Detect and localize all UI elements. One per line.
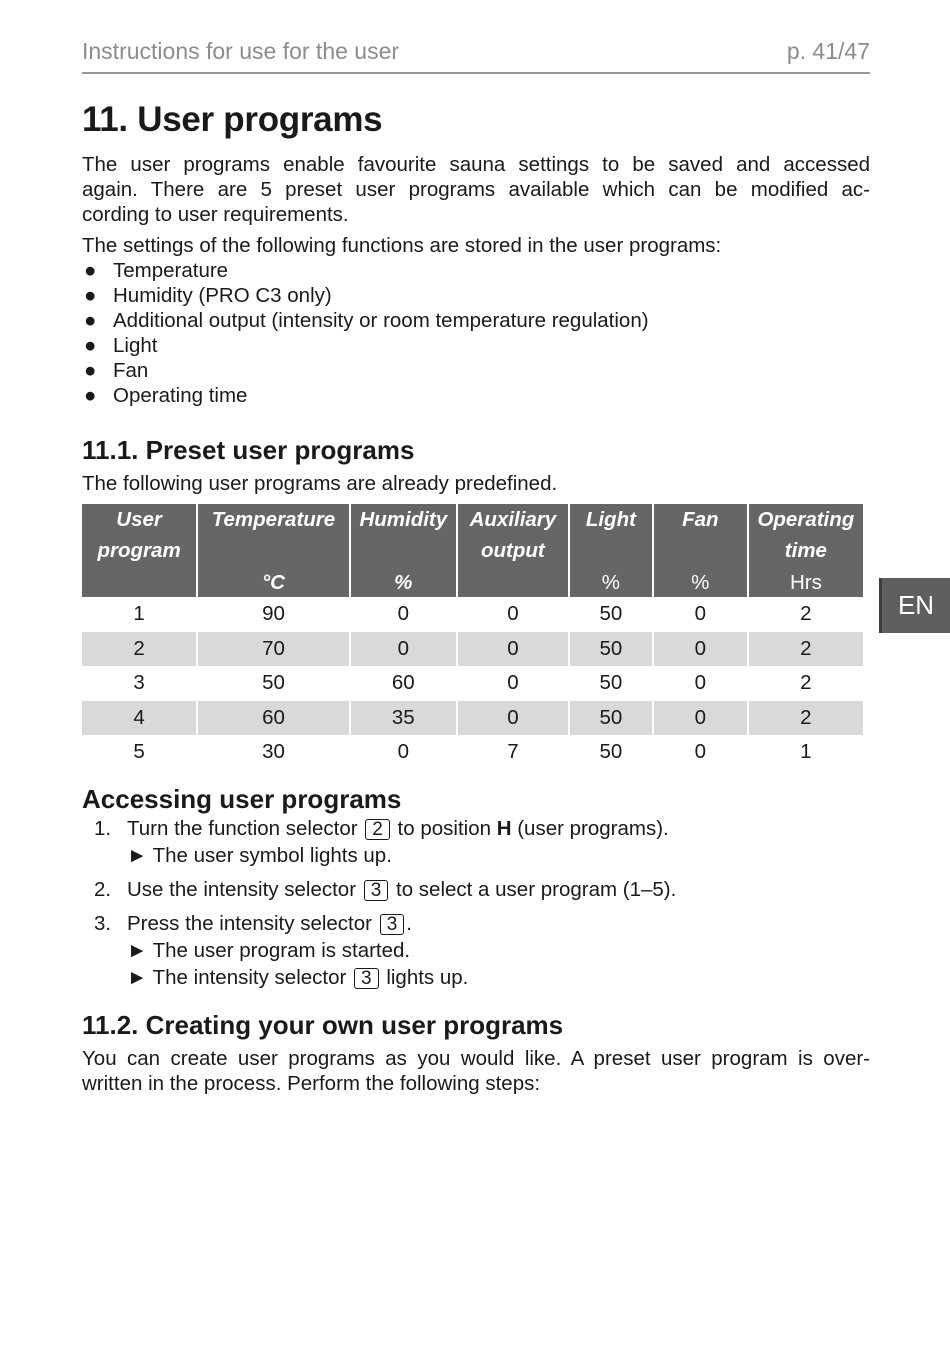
col-humidity: Humidity %	[351, 504, 456, 597]
table-cell: 0	[654, 632, 747, 667]
table-cell: 1	[133, 602, 145, 626]
accessing-steps: 1. Turn the function selector 2 to position H (user programs). ► The user symbol lights up. 2. Use the intensity selector 3 to select a user program (1–5). 3. Press the intensity selector 3 . ► The user program is started. ► The intensity selector 3 lights up.	[94, 817, 677, 989]
step-number: 1.	[94, 817, 112, 840]
bullet-icon: ●	[84, 384, 97, 407]
page-number: p. 41/47	[786, 38, 870, 64]
col-auxiliary-output: Auxiliary output	[458, 504, 568, 597]
table-header-row	[82, 504, 863, 597]
creating-paragraph	[82, 1046, 870, 1096]
table-cell: 0	[507, 671, 519, 695]
col-fan: Fan %	[654, 504, 747, 597]
selector-2-box: 2	[365, 819, 390, 840]
table-cell: 90	[262, 602, 285, 626]
list-item: ● Additional output (intensity or room temperature regulation)	[84, 309, 649, 332]
arrow-icon: ►	[127, 844, 148, 867]
intro-paragraph	[82, 152, 870, 227]
header-title: Instructions for use for the user	[82, 38, 400, 64]
page-header	[82, 38, 870, 74]
accessing-title: Accessing user programs	[82, 784, 402, 814]
table-row	[82, 666, 863, 701]
section-title: 11. User programs	[82, 100, 383, 139]
bullet-icon: ●	[84, 334, 97, 357]
table-cell: 50	[570, 701, 652, 736]
list-item: ● Operating time	[84, 384, 248, 407]
table-cell: 50	[570, 632, 652, 667]
table-cell: 0	[458, 701, 568, 736]
table-cell: 2	[800, 671, 812, 695]
table-cell: 7	[507, 740, 519, 764]
arrow-icon: ►	[127, 966, 148, 989]
stored-settings-text: The settings of the following functions are stored in the user programs:	[82, 234, 722, 257]
table-cell: 50	[599, 602, 623, 626]
preset-intro: The following user programs are already predefined.	[82, 472, 558, 495]
col-light: Light %	[570, 504, 652, 597]
table-cell: 30	[262, 740, 285, 764]
table-cell: 0	[654, 701, 747, 736]
table-row	[82, 632, 863, 667]
table-cell: 0	[458, 632, 568, 667]
bullet-icon: ●	[84, 259, 97, 282]
creating-title: 11.2. Creating your own user programs	[82, 1010, 564, 1040]
intro-line: again. There are 5 preset user programs available which can be modified ac-	[82, 178, 870, 201]
table-cell: 0	[694, 602, 706, 626]
creating-line: You can create user programs as you would like. A preset user program is over-	[82, 1047, 870, 1070]
creating-line: written in the process. Perform the following steps:	[82, 1072, 541, 1095]
col-temperature: Temperature °C	[198, 504, 349, 597]
table-cell: 0	[507, 602, 519, 626]
list-item: ● Temperature	[84, 259, 229, 282]
table-row	[82, 597, 863, 632]
table-cell: 0	[397, 740, 409, 764]
table-cell: 50	[599, 740, 623, 764]
intro-line: cording to user requirements.	[82, 203, 349, 226]
table-cell: 3	[133, 671, 145, 695]
table-cell: 0	[694, 671, 706, 695]
intro-line: The user programs enable favourite sauna settings to be saved and accessed	[82, 153, 870, 176]
table-cell: 2	[800, 602, 812, 626]
step-number: 2.	[94, 878, 112, 901]
table-cell: 35	[351, 701, 456, 736]
table-cell: 5	[133, 740, 145, 764]
selector-3-box: 3	[380, 914, 405, 935]
table-cell: 50	[262, 671, 285, 695]
stored-settings-list	[82, 258, 649, 408]
table-cell: 70	[198, 632, 349, 667]
selector-3-box: 3	[364, 880, 389, 901]
table-cell: 2	[82, 632, 196, 667]
table-cell: 60	[391, 671, 415, 695]
preset-title: 11.1. Preset user programs	[82, 435, 415, 465]
col-operating-time: Operating time Hrs	[749, 504, 863, 597]
bullet-icon: ●	[84, 309, 97, 332]
table-cell: 0	[351, 632, 456, 667]
language-tab: EN	[879, 578, 950, 633]
bullet-icon: ●	[84, 359, 97, 382]
table-cell: 0	[694, 740, 706, 764]
arrow-icon: ►	[127, 939, 148, 962]
table-cell: 4	[82, 701, 196, 736]
table-cell: 1	[800, 740, 812, 764]
list-item: ● Humidity (PRO C3 only)	[84, 284, 332, 307]
list-item: ● Fan	[84, 359, 149, 382]
selector-3-box: 3	[354, 968, 379, 989]
table-cell: 2	[749, 701, 863, 736]
table-cell: 50	[599, 671, 623, 695]
table-row	[82, 701, 863, 736]
table-row	[82, 735, 863, 770]
table-cell: 2	[749, 632, 863, 667]
list-item: ● Light	[84, 334, 158, 357]
col-user-program: User program	[82, 504, 196, 597]
preset-programs-table	[80, 504, 865, 770]
table-cell: 0	[397, 602, 409, 626]
step-number: 3.	[94, 912, 112, 935]
bullet-icon: ●	[84, 284, 97, 307]
table-cell: 60	[198, 701, 349, 736]
